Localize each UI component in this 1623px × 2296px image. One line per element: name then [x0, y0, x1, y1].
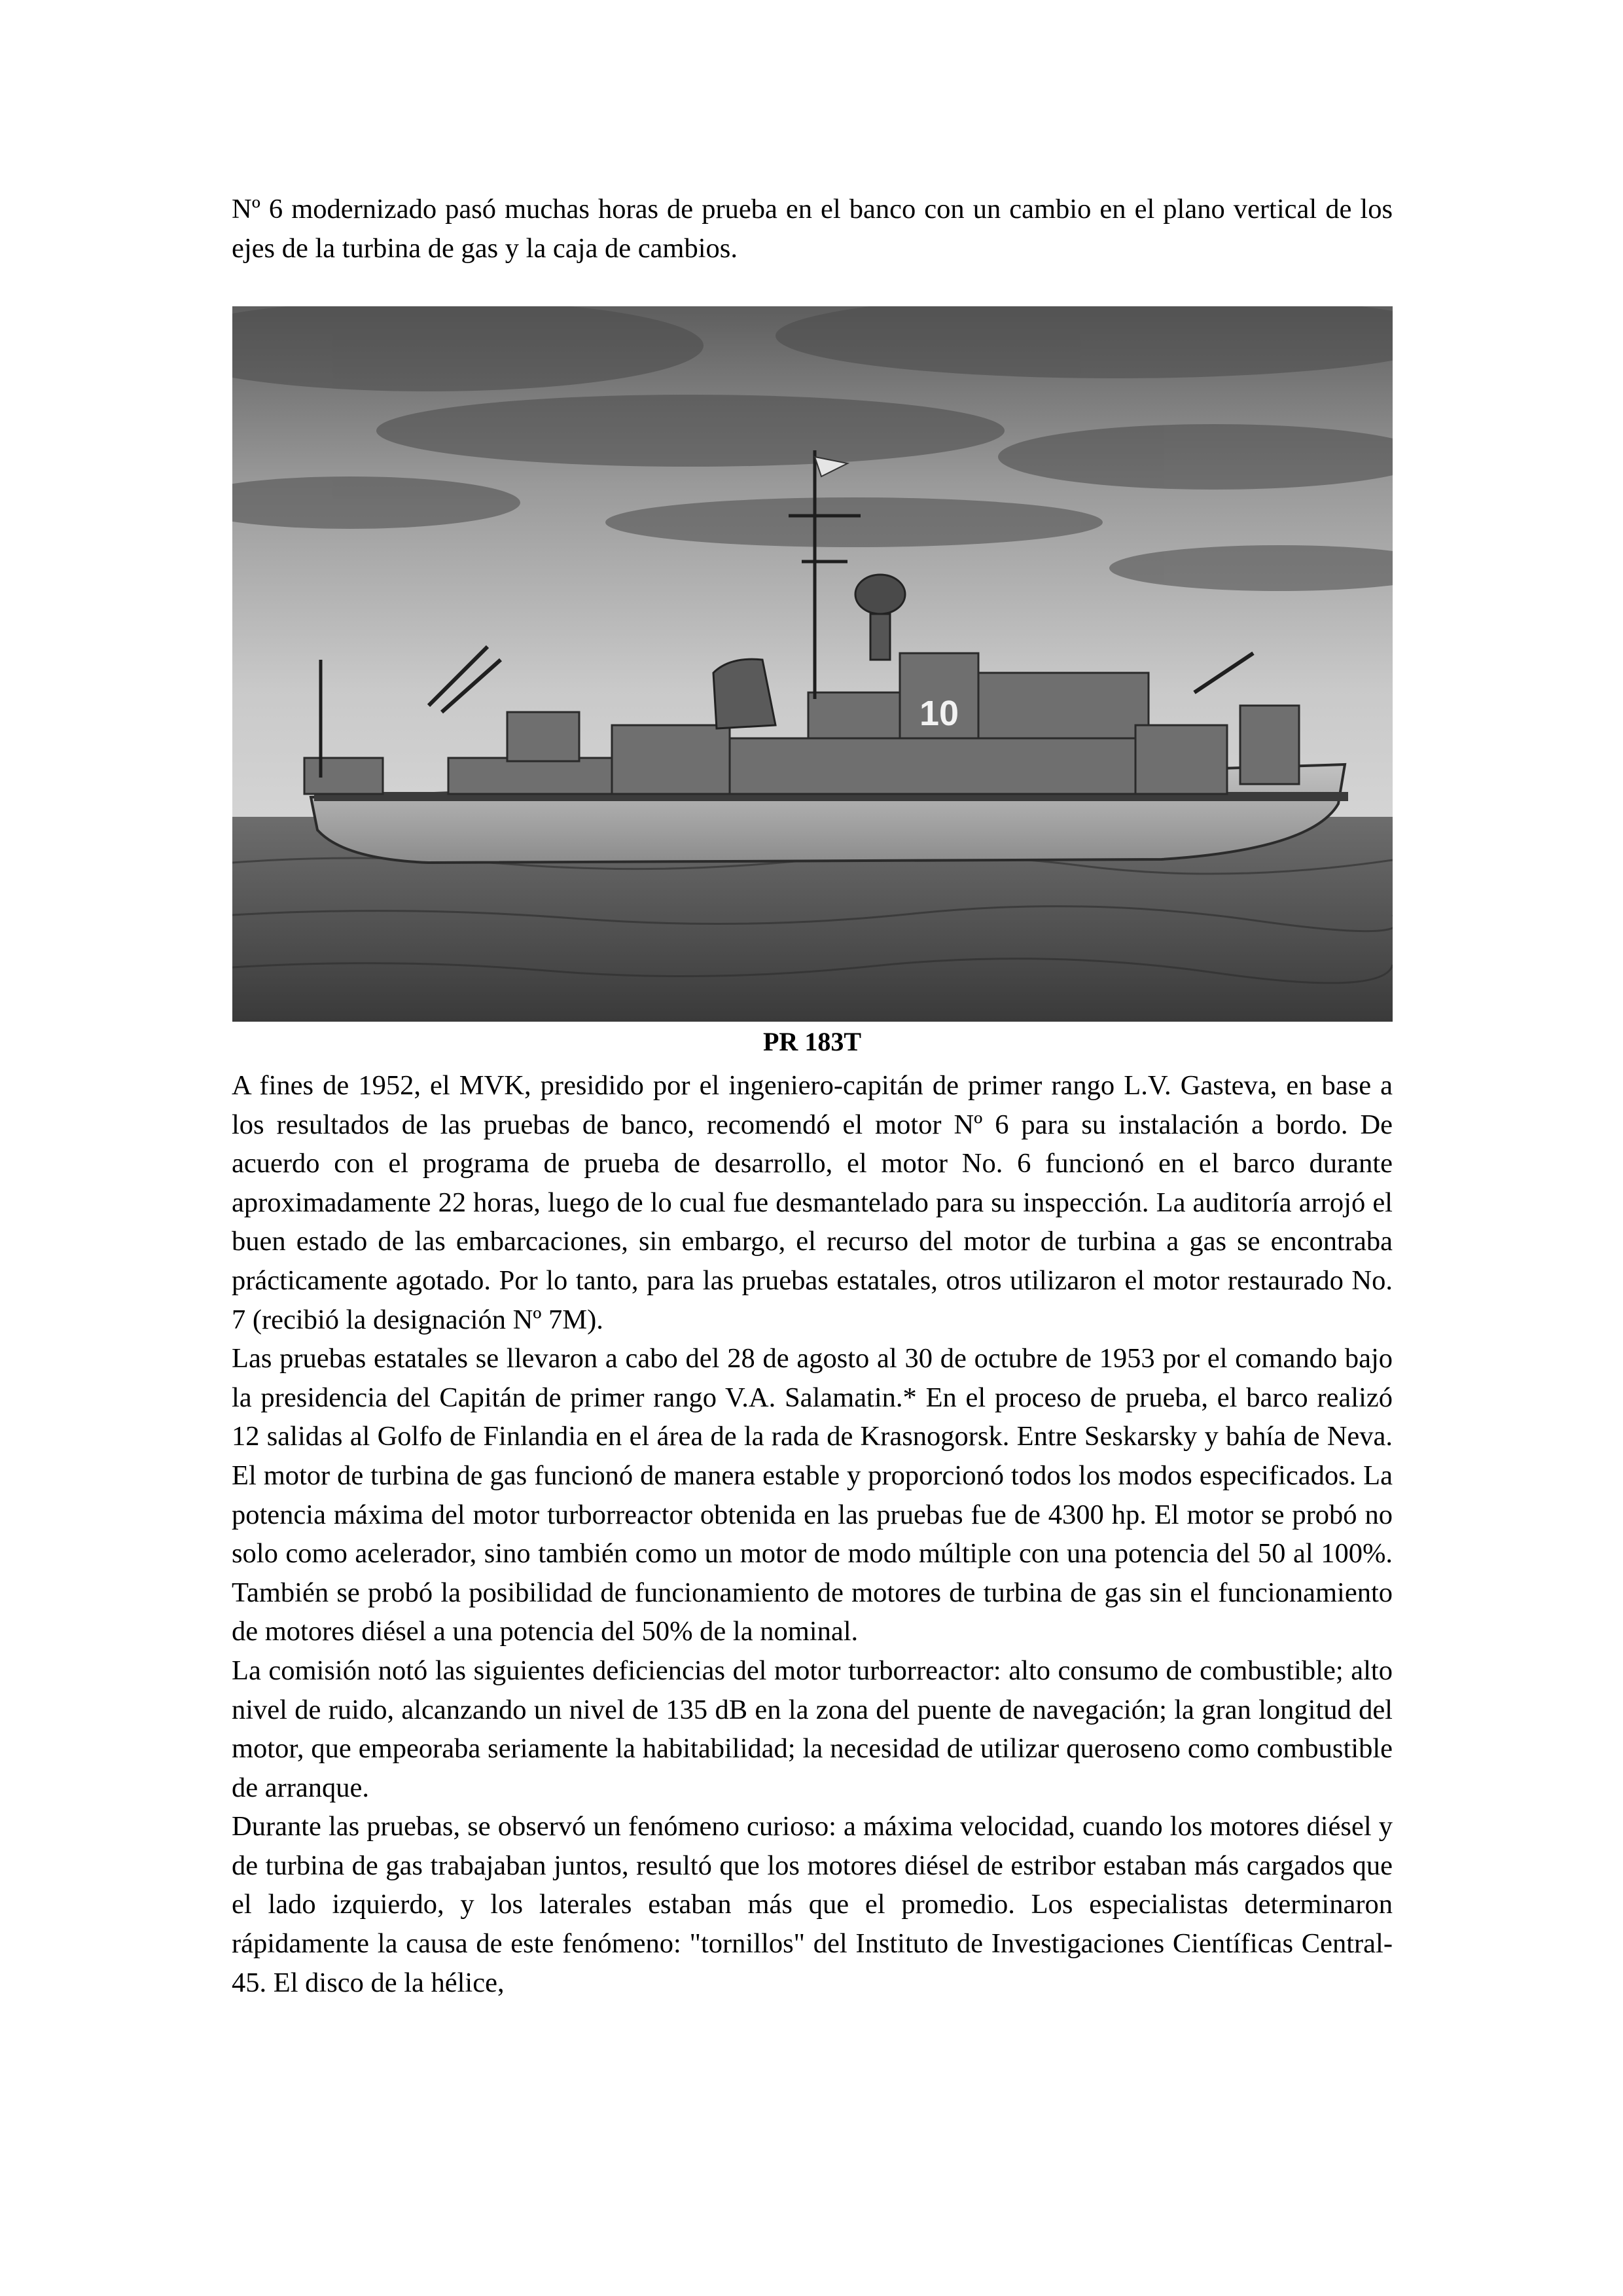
ship-illustration-icon: [232, 306, 1393, 1022]
intro-text-block: [232, 190, 1393, 268]
intro-paragraph: Nº 6 modernizado pasó muchas horas de prueba en el banco con un cambio en el plano vertical de los ejes de la turbina de gas y la caja de cambios.: [232, 194, 1393, 264]
body-text-block: [232, 1066, 1393, 2002]
paragraph: La comisión notó las siguientes deficiencias del motor turborreactor: alto consumo de combustible; alto nivel de ruido, alcanzando un nivel de 135 dB en la zona del puente de navegación; la gran longitud del motor, que empeoraba seriamente la habitabilidad; la necesidad de utilizar queroseno como combustible de arranque.: [232, 1655, 1393, 1803]
paragraph: Durante las pruebas, se observó un fenómeno curioso: a máxima velocidad, cuando los motores diésel y de turbina de gas trabajaban juntos, resultó que los motores diésel de estribor estaban más cargados que el lado izquierdo, y los laterales estaban más que el promedio. Los especialistas determinaron rápidamente la causa de este fenómeno: "tornillos" del Instituto de Investigaciones Científicas Central-45. El disco de la hélice,: [232, 1811, 1393, 1998]
paragraph: A fines de 1952, el MVK, presidido por el ingeniero-capitán de primer rango L.V. Gasteva, en base a los resultados de las pruebas de banco, recomendó el motor Nº 6 para su instalación a bordo. De acuerdo con el programa de prueba de desarrollo, el motor No. 6 funcionó en el barco durante aproximadamente 22 horas, luego de lo cual fue desmantelado para su inspección. La auditoría arrojó el buen estado de las embarcaciones, sin embargo, el recurso del motor de turbina a gas se encontraba prácticamente agotado. Por lo tanto, para las pruebas estatales, otros utilizaron el motor restaurado No. 7 (recibió la designación Nº 7M).: [232, 1070, 1393, 1335]
ship-figure: [232, 306, 1393, 1022]
paragraph: Las pruebas estatales se llevaron a cabo del 28 de agosto al 30 de octubre de 1953 por el comando bajo la presidencia del Capitán de primer rango V.A. Salamatin.* En el proceso de prueba, el barco realizó 12 salidas al Golfo de Finlandia en el área de la rada de Krasnogorsk. Entre Seskarsky y bahía de Neva. El motor de turbina de gas funcionó de manera estable y proporcionó todos los modos especificados. La potencia máxima del motor turborreactor obtenida en las pruebas fue de 4300 hp. El motor se probó no solo como acelerador, sino también como un motor de modo múltiple con una potencia del 50 al 100%. También se probó la posibilidad de funcionamiento de motores de turbina de gas sin el funcionamiento de motores diésel a una potencia del 50% de la nominal.: [232, 1343, 1393, 1647]
figure-caption: PR 183T: [763, 1027, 861, 1056]
hull-number: 10: [919, 694, 959, 733]
